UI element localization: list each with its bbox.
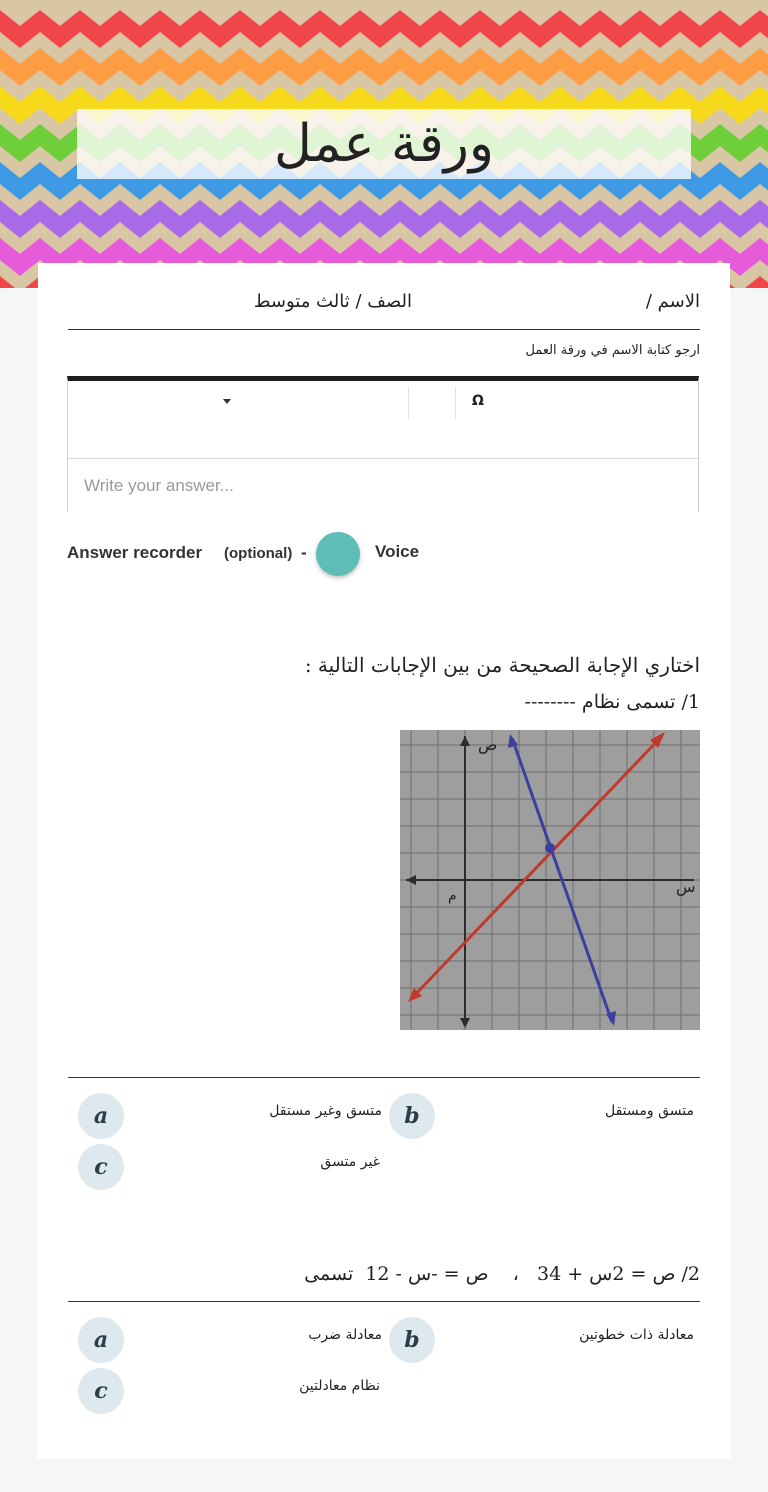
record-button[interactable] (316, 532, 360, 576)
q2-option-b-text[interactable]: معادلة ضرب (308, 1327, 382, 1343)
chevron-banner (0, 0, 768, 288)
recorder-label: Answer recorder (67, 543, 203, 562)
caret-down-icon (223, 399, 231, 404)
graph-x-label: س (676, 877, 696, 896)
q1-option-a-text[interactable]: متسق ومستقل (605, 1103, 694, 1119)
q1-option-c-button[interactable]: c (78, 1144, 124, 1190)
answer-input[interactable] (68, 458, 698, 512)
q2-option-c-button[interactable]: c (78, 1368, 124, 1414)
instruction-text: ارجو كتابة الاسم في ورقة العمل (525, 343, 700, 358)
omega-icon: Ω (472, 393, 484, 409)
header-divider (68, 329, 700, 330)
q2-option-a-button[interactable]: a (78, 1317, 124, 1363)
options-divider (68, 1301, 700, 1302)
title-box (77, 109, 691, 179)
q1-option-c-text[interactable]: غير متسق (320, 1154, 380, 1170)
question-intro: اختاري الإجابة الصحيحة من بين الإجابات التالية : (304, 653, 700, 677)
q1-option-b-button[interactable]: b (389, 1093, 435, 1139)
toolbar-separator (455, 387, 456, 419)
graph-image (400, 730, 700, 1030)
grade-label: الصف / ثالث متوسط (253, 291, 412, 312)
toolbar-separator (408, 387, 409, 419)
q2-option-b-button[interactable]: b (389, 1317, 435, 1363)
answer-recorder (67, 531, 707, 577)
q1-options-row-2 (38, 1143, 730, 1191)
voice-label: Voice (375, 542, 420, 561)
answer-editor[interactable] (67, 376, 699, 512)
question2-text: 2/ ص = 2س + 34 ، ص = -س - 12 تسمى (304, 1263, 700, 1285)
q1-option-a-button[interactable]: a (78, 1093, 124, 1139)
q2-option-c-text[interactable]: نظام معادلتين (299, 1378, 380, 1394)
name-label: الاسم / (645, 291, 700, 312)
q1-option-b-text[interactable]: متسق وغير مستقل (269, 1103, 382, 1119)
graph-y-label: ص (478, 735, 498, 754)
q2-option-a-text[interactable]: معادلة ذات خطوتين (579, 1327, 694, 1343)
graph-origin-label: م (448, 888, 457, 904)
q2-options-row-1 (38, 1316, 730, 1364)
format-dropdown[interactable] (218, 389, 238, 413)
q1-options-row-1 (38, 1092, 730, 1140)
special-character-button[interactable] (466, 389, 490, 413)
recorder-optional: (optional) (224, 545, 293, 562)
q2-options-row-2 (38, 1367, 730, 1415)
worksheet-card (38, 263, 730, 1459)
options-divider (68, 1077, 700, 1078)
recorder-dash: - (301, 543, 307, 562)
worksheet-title: ورقة عمل (274, 114, 494, 174)
question1-text: 1/ تسمى نظام -------- (524, 691, 700, 713)
